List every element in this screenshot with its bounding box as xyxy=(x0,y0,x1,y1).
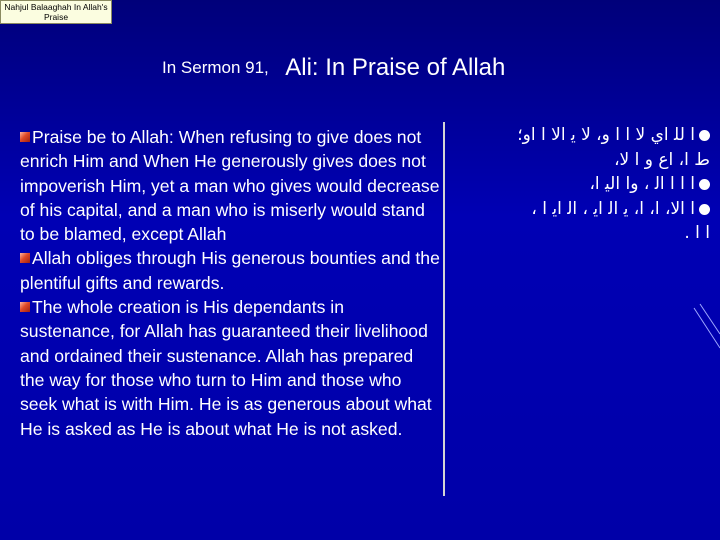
arabic-line-2: ﻁ ﺍ، ﺍﻉ ﻭ ﺍ ﻻ، xyxy=(614,149,710,170)
square-bullet-icon xyxy=(20,302,30,312)
round-bullet-icon xyxy=(699,130,710,141)
arabic-line-3: ﺍ ﺍ ﺍ ﺍﻟ ، ﻭﺍ ﺍﻟﻴ ﺍ، xyxy=(452,172,710,197)
column-divider xyxy=(443,122,445,496)
paragraph-2-text: Allah obliges through His generous bounties and the plentiful gifts and rewards. xyxy=(20,248,440,293)
praise-lead: Praise be to Allah: xyxy=(32,127,174,147)
arabic-line-5: ﺍ ﺍ . xyxy=(684,223,710,243)
decorative-diagonal-lines xyxy=(690,300,720,360)
title-main: Ali: In Praise of Allah xyxy=(285,54,506,81)
english-paragraph-3 xyxy=(20,295,440,441)
arabic-text-column xyxy=(452,123,710,246)
square-bullet-icon xyxy=(20,132,30,142)
english-paragraph-2 xyxy=(20,246,440,295)
title-prefix: In Sermon 91, xyxy=(162,58,269,77)
paragraph-1-text: When refusing to give does not enrich Him and When He generously gives does not impoverish Him, yet a man who gives would decrease of his capital, and a man who is miserly would stand to be blamed, except Allah xyxy=(20,127,440,245)
english-paragraph-1 xyxy=(20,125,440,246)
slide-tag: Nahjul Balaaghah In Allah's Praise xyxy=(0,0,112,24)
english-text-column xyxy=(20,125,440,441)
paragraph-3-text: The whole creation is His dependants in sustenance, for Allah has guaranteed their livelihood and ordained their sustenance. Allah has prepared the way for those who turn to Him and those who seek what is with Him. He is as generous about what He is asked as He is about what He is not asked. xyxy=(20,297,432,439)
slide-title xyxy=(162,54,505,82)
arabic-line-4: ﺍ ﺍﻻ، ﺍ، ﺍ، ﻳ ﺍﻟ ﺍﻳ ، ﺍﻟ ﺍﻳ ﺍ ، xyxy=(452,197,710,222)
arabic-line-1: ﺍ ﻟﻠ ﺍﻱ ﻻ ﺍ ﺍ ﻭ، ﻻ ﻳ ﺍﻻ ﺍ ﺍﻭ؛ xyxy=(452,123,710,148)
square-bullet-icon xyxy=(20,253,30,263)
round-bullet-icon xyxy=(699,179,710,190)
round-bullet-icon xyxy=(699,204,710,215)
